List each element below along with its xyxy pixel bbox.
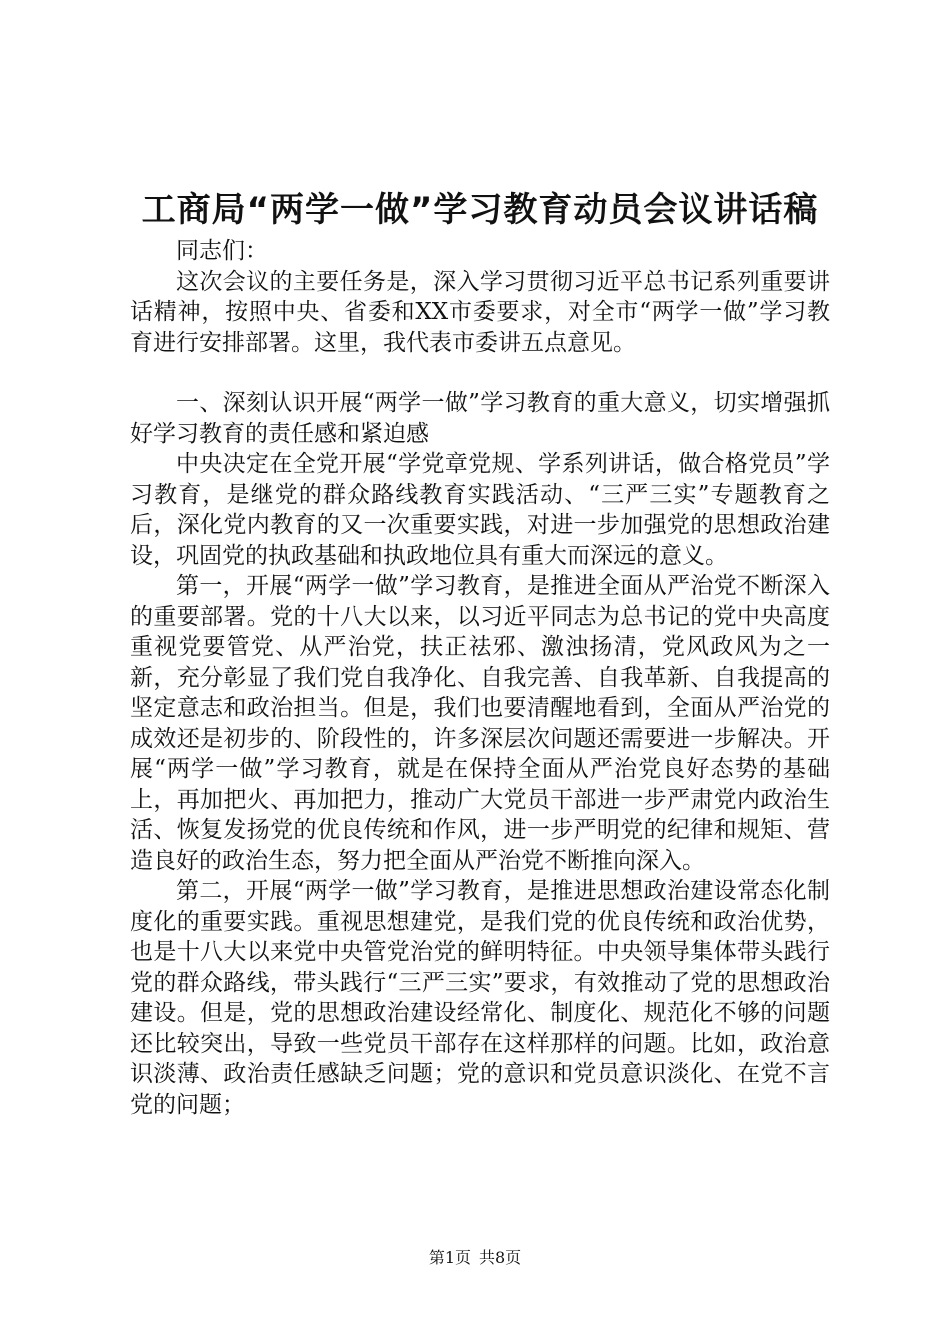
- paragraph: 第二，开展“两学一做”学习教育，是推进思想政治建设常态化制度化的重要实践。重视思想建党，是我们党的优良传统和政治优势，也是十八大以来党中央管党治党的鲜明特征。中央领导集体带头践行党的群众路线，带头践行“三严三实”要求，有效推动了党的思想政治建设。但是，党的思想政治建设经常化、制度化、规范化不够的问题还比较突出，导致一些党员干部存在这样那样的问题。比如，政治意识淡薄、政治责任感缺乏问题；党的意识和党员意识淡化、在党不言党的问题；: [130, 878, 830, 1118]
- paragraph: 中央决定在全党开展“学党章党规、学系列讲话，做合格党员”学习教育，是继党的群众路线教育实践活动、“三严三实”专题教育之后，深化党内教育的又一次重要实践，对进一步加强党的思想政治建设，巩固党的执政基础和执政地位具有重大而深远的意义。: [130, 451, 830, 569]
- section-heading-1: 一、深刻认识开展“两学一做”学习教育的重大意义，切实增强抓好学习教育的责任感和紧迫感: [130, 390, 830, 447]
- page-number: 第1页: [428, 1248, 471, 1267]
- paragraph-intro: 这次会议的主要任务是，深入学习贯彻习近平总书记系列重要讲话精神，按照中央、省委和XX市委要求，对全市“两学一做”学习教育进行安排部署。这里，我代表市委讲五点意见。: [130, 268, 830, 356]
- page-total: 共8页: [479, 1248, 522, 1267]
- salutation: 同志们：: [176, 238, 268, 264]
- paragraph: 第一，开展“两学一做”学习教育，是推进全面从严治党不断深入的重要部署。党的十八大以来，以习近平同志为总书记的党中央高度重视党要管党、从严治党，扶正祛邪、激浊扬清，党风政风为之一新，充分彰显了我们党自我净化、自我完善、自我革新、自我提高的坚定意志和政治担当。但是，我们也要清醒地看到，全面从严治党的成效还是初步的、阶段性的，许多深层次问题还需要进一步解决。开展“两学一做”学习教育，就是在保持全面从严治党良好态势的基础上，再加把火、再加把力，推动广大党员干部进一步严肃党内政治生活、恢复发扬党的优良传统和作风，进一步严明党的纪律和规矩、营造良好的政治生态，努力把全面从严治党不断推向深入。: [130, 573, 830, 874]
- document-body: [130, 236, 830, 1120]
- page-footer: [0, 1248, 950, 1268]
- document-title: 工商局“两学一做”学习教育动员会议讲话稿: [141, 190, 819, 230]
